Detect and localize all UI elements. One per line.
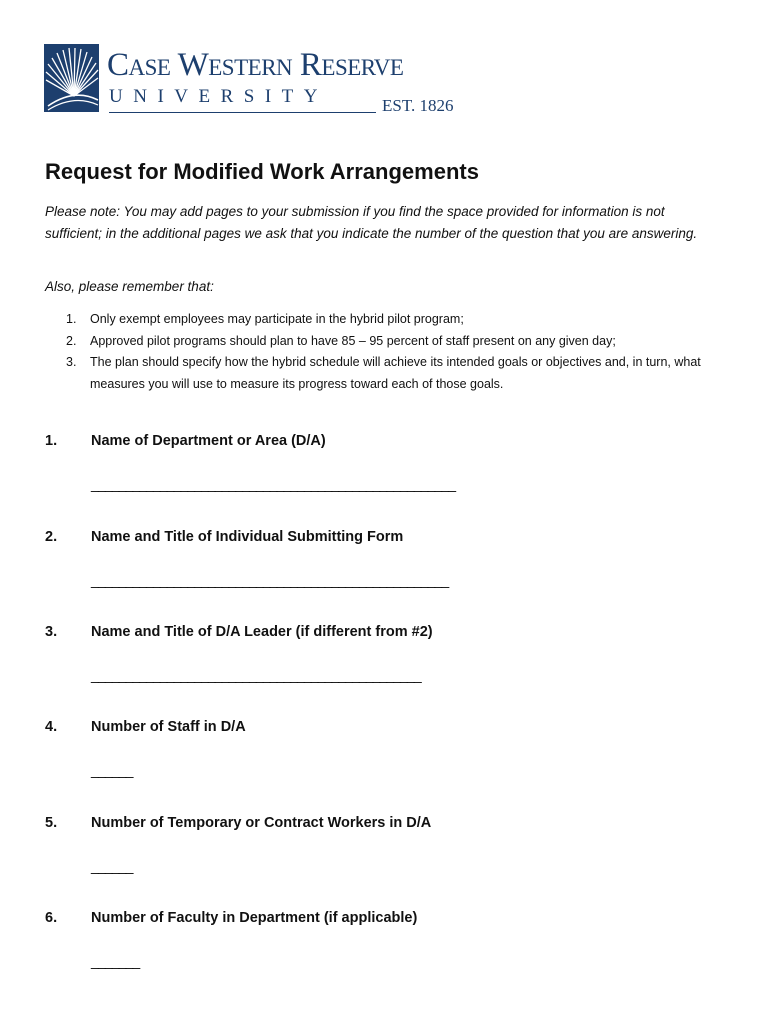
question-label: Name and Title of Individual Submitting Form (91, 529, 404, 545)
submission-note: Please note: You may add pages to your submission if you find the space provided for information is not sufficient; in the additional pages we ask that you indicate the number of the question that you are answering. (45, 204, 698, 241)
reminder-number: 2. (66, 333, 77, 348)
question-label: Number of Staff in D/A (91, 719, 246, 735)
university-subtitle: UNIVERSITY (109, 86, 328, 107)
reminder-text: Only exempt employees may participate in the hybrid pilot program; (90, 312, 464, 326)
leader-answer-line[interactable]: ________________________________________________ (91, 668, 421, 684)
sunburst-logo-icon (44, 44, 99, 112)
question-number: 3. (45, 624, 58, 640)
page-title: Request for Modified Work Arrangements (45, 159, 479, 184)
university-logo (44, 44, 464, 120)
reminder-text: The plan should specify how the hybrid schedule will achieve its intended goals or objectives and, in turn, what measures you will use to measure its progress toward each of those goals. (90, 355, 701, 391)
established-year: EST. 1826 (382, 96, 454, 115)
reminder-number: 3. (66, 355, 77, 369)
submitter-answer-line[interactable]: ____________________________________________________ (91, 573, 448, 589)
question-label: Number of Faculty in Department (if applicable) (91, 910, 418, 926)
staff-count-answer-line[interactable]: ______ (91, 763, 133, 779)
reminder-number: 1. (66, 312, 77, 326)
reminder-intro: Also, please remember that: (45, 279, 214, 294)
question-label: Name and Title of D/A Leader (if different from #2) (91, 624, 433, 640)
question-number: 4. (45, 719, 58, 735)
reminder-item (66, 309, 716, 331)
logo-divider (109, 112, 376, 113)
question-label: Name of Department or Area (D/A) (91, 433, 326, 449)
department-answer-line[interactable]: _____________________________________________________ (91, 477, 455, 493)
reminder-text: Approved pilot programs should plan to have 85 – 95 percent of staff present on any given day; (90, 333, 616, 348)
reminder-item (66, 352, 716, 395)
question-label: Number of Temporary or Contract Workers in D/A (91, 815, 432, 831)
university-name: Case Western Reserve (107, 47, 404, 83)
temp-workers-answer-line[interactable]: ______ (91, 859, 133, 875)
faculty-count-answer-line[interactable]: _______ (91, 954, 140, 970)
reminder-list (66, 309, 716, 395)
question-number: 5. (45, 815, 58, 831)
question-number: 1. (45, 433, 58, 449)
reminder-item (66, 331, 716, 353)
question-number: 2. (45, 529, 58, 545)
question-number: 6. (45, 910, 58, 926)
